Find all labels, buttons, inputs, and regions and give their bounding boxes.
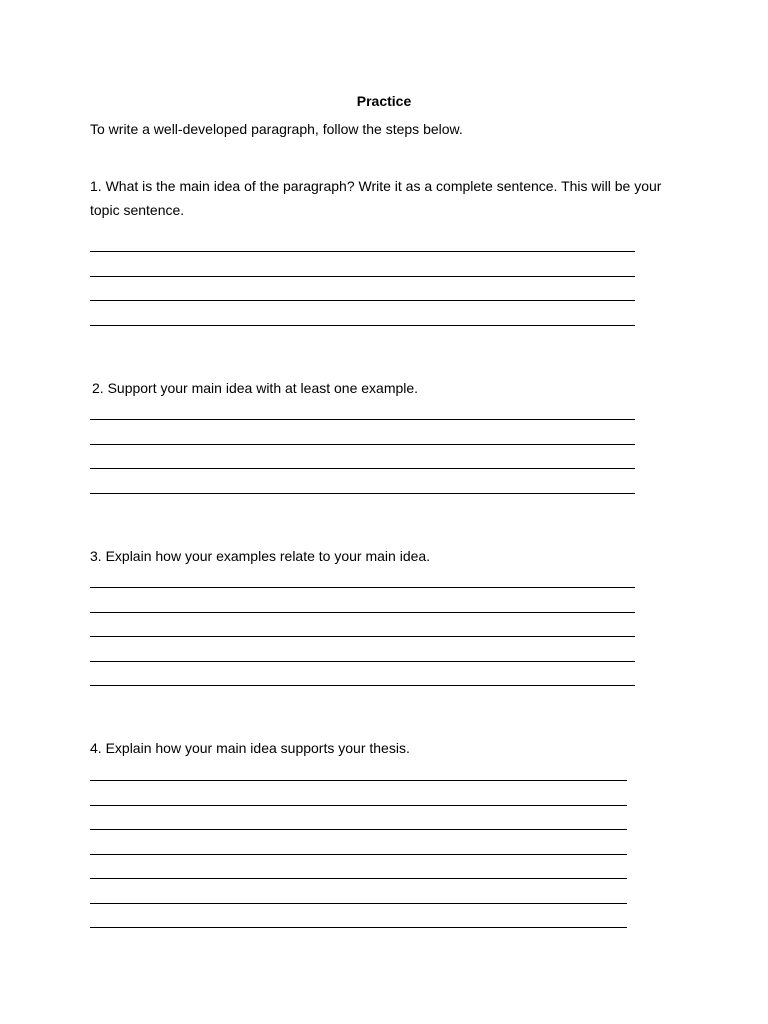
answer-line[interactable] [90,878,627,879]
answer-line[interactable] [90,780,627,781]
question-1: 1. What is the main idea of the paragraph? Write it as a complete sentence. This will be your topic sentence. [90,178,662,218]
answer-line[interactable] [90,829,627,830]
answer-line[interactable] [90,903,627,904]
question-3: 3. Explain how your examples relate to your main idea. [90,548,431,564]
question-2: 2. Support your main idea with at least one example. [92,380,419,396]
answer-line[interactable] [90,251,635,252]
answer-line[interactable] [90,661,635,662]
answer-line[interactable] [90,444,635,445]
answer-line[interactable] [90,636,635,637]
answer-line[interactable] [90,300,635,301]
answer-line[interactable] [90,325,635,326]
answer-line[interactable] [90,685,635,686]
question-4: 4. Explain how your main idea supports your thesis. [90,740,410,756]
answer-line[interactable] [90,927,627,928]
answer-line[interactable] [90,805,627,806]
answer-line[interactable] [90,854,627,855]
answer-line[interactable] [90,468,635,469]
answer-line[interactable] [90,612,635,613]
answer-line[interactable] [90,419,635,420]
answer-line[interactable] [90,276,635,277]
answer-line[interactable] [90,587,635,588]
answer-line[interactable] [90,493,635,494]
worksheet-intro: To write a well-developed paragraph, follow the steps below. [90,121,463,137]
worksheet-title: Practice [356,93,412,109]
